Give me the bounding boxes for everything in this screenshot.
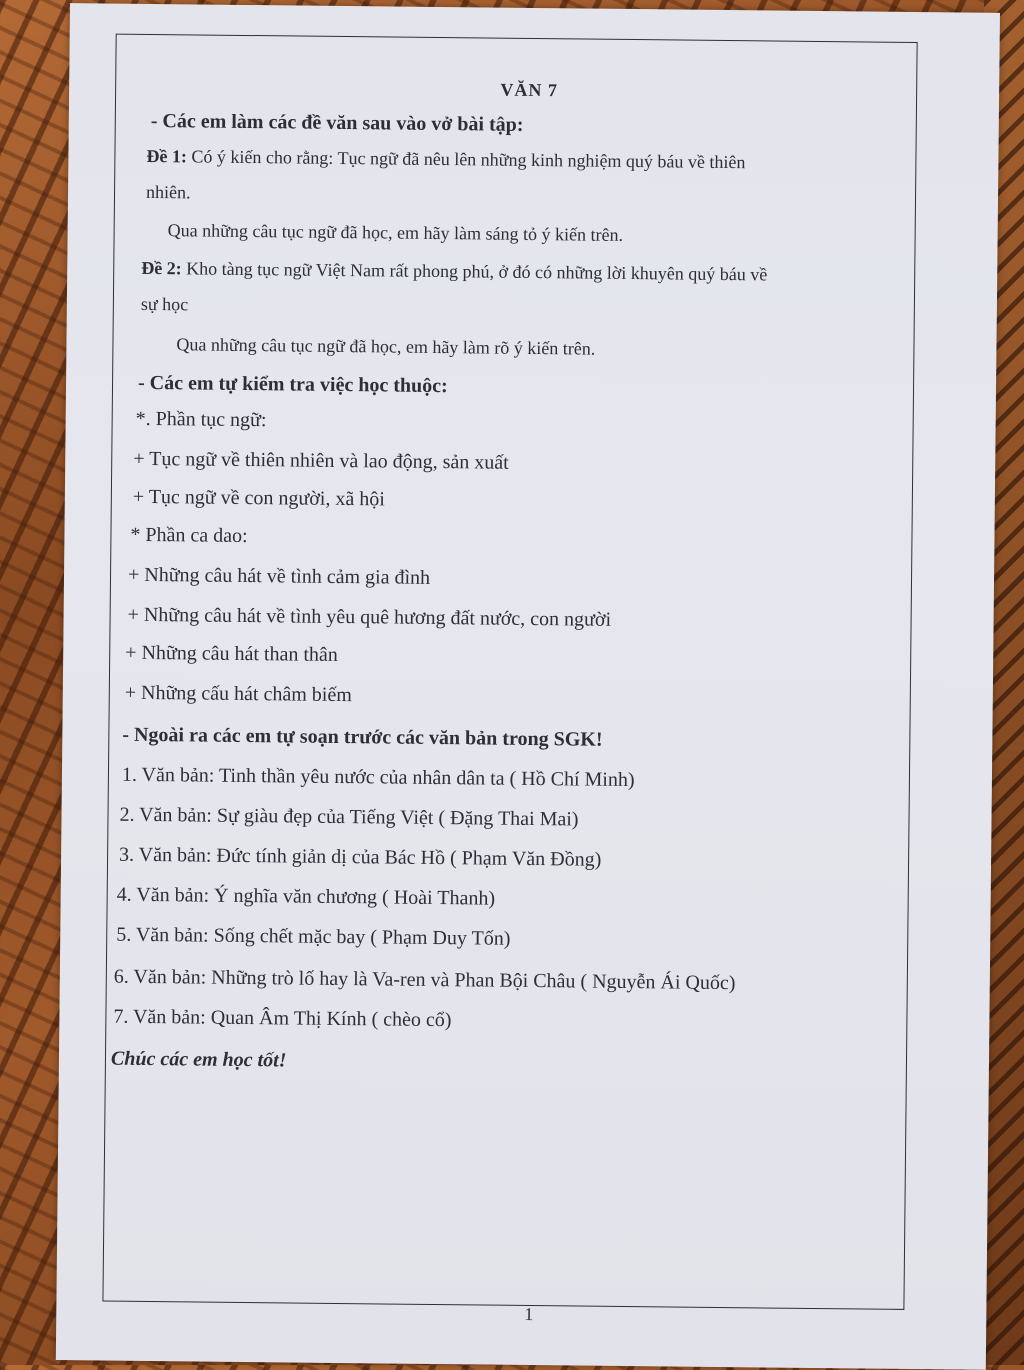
de1-task: Qua những câu tục ngữ đã học, em hãy làm sáng tỏ ý kiến trên. xyxy=(167,220,624,245)
de2-text-continued: sự học xyxy=(140,293,189,315)
section-heading-assignments: - Các em làm các đề văn sau vào vở bài tập: xyxy=(150,109,524,136)
tucngu-item: + Tục ngữ về thiên nhiên và lao động, sản xuất xyxy=(133,447,509,474)
cadao-item: + Những câu hát than thân xyxy=(125,641,338,666)
vanban-item: 4. Văn bản: Ý nghĩa văn chương ( Hoài Thanh) xyxy=(116,883,496,910)
tucngu-heading: *. Phần tục ngữ: xyxy=(135,407,267,432)
section-heading-textbook: - Ngoài ra các em tự soạn trước các văn bản trong SGK! xyxy=(122,723,603,751)
de1-label: Đề 1: xyxy=(146,145,188,167)
de2-label: Đề 2: xyxy=(141,257,182,279)
vanban-item: 5. Văn bản: Sống chết mặc bay ( Phạm Duy Tốn) xyxy=(116,923,511,950)
cadao-item: + Những câu hát về tình yêu quê hương đất nước, con người xyxy=(127,603,612,631)
tucngu-item: + Tục ngữ về con người, xã hội xyxy=(132,485,385,511)
de2-task: Qua những câu tục ngữ đã học, em hãy làm rõ ý kiến trên. xyxy=(176,334,596,359)
vanban-item: 6. Văn bản: Những trò lố hay là Va-ren và Phan Bội Châu ( Nguyễn Ái Quốc) xyxy=(113,965,736,995)
document-title: VĂN 7 xyxy=(500,79,558,101)
de2-text: Kho tàng tục ngữ Việt Nam rất phong phú, ở đó có những lời khuyên quý báu về xyxy=(186,258,768,285)
vanban-item: 7. Văn bản: Quan Âm Thị Kính ( chèo cổ) xyxy=(113,1005,452,1032)
page-number: 1 xyxy=(524,1303,534,1325)
vanban-item: 1. Văn bản: Tinh thần yêu nước của nhân dân ta ( Hồ Chí Minh) xyxy=(121,763,635,792)
de1-text: Có ý kiến cho rằng: Tục ngữ đã nêu lên những kinh nghiệm quý báu về thiên xyxy=(191,146,746,173)
de1-text-continued: nhiên. xyxy=(145,181,191,203)
cadao-item: + Những câu hát về tình cảm gia đình xyxy=(127,563,431,589)
vanban-item: 3. Văn bản: Đức tính giản dị của Bác Hồ ( Phạm Văn Đồng) xyxy=(118,843,602,871)
closing-greeting: Chúc các em học tốt! xyxy=(110,1047,287,1072)
vanban-item: 2. Văn bản: Sự giàu đẹp của Tiếng Việt ( Đặng Thai Mai) xyxy=(119,803,579,831)
section-heading-memorization: - Các em tự kiểm tra việc học thuộc: xyxy=(137,371,448,398)
cadao-heading: * Phần ca dao: xyxy=(130,523,248,548)
cadao-item: + Những cấu hát châm biếm xyxy=(124,681,352,707)
paper-sheet xyxy=(56,3,1000,1370)
